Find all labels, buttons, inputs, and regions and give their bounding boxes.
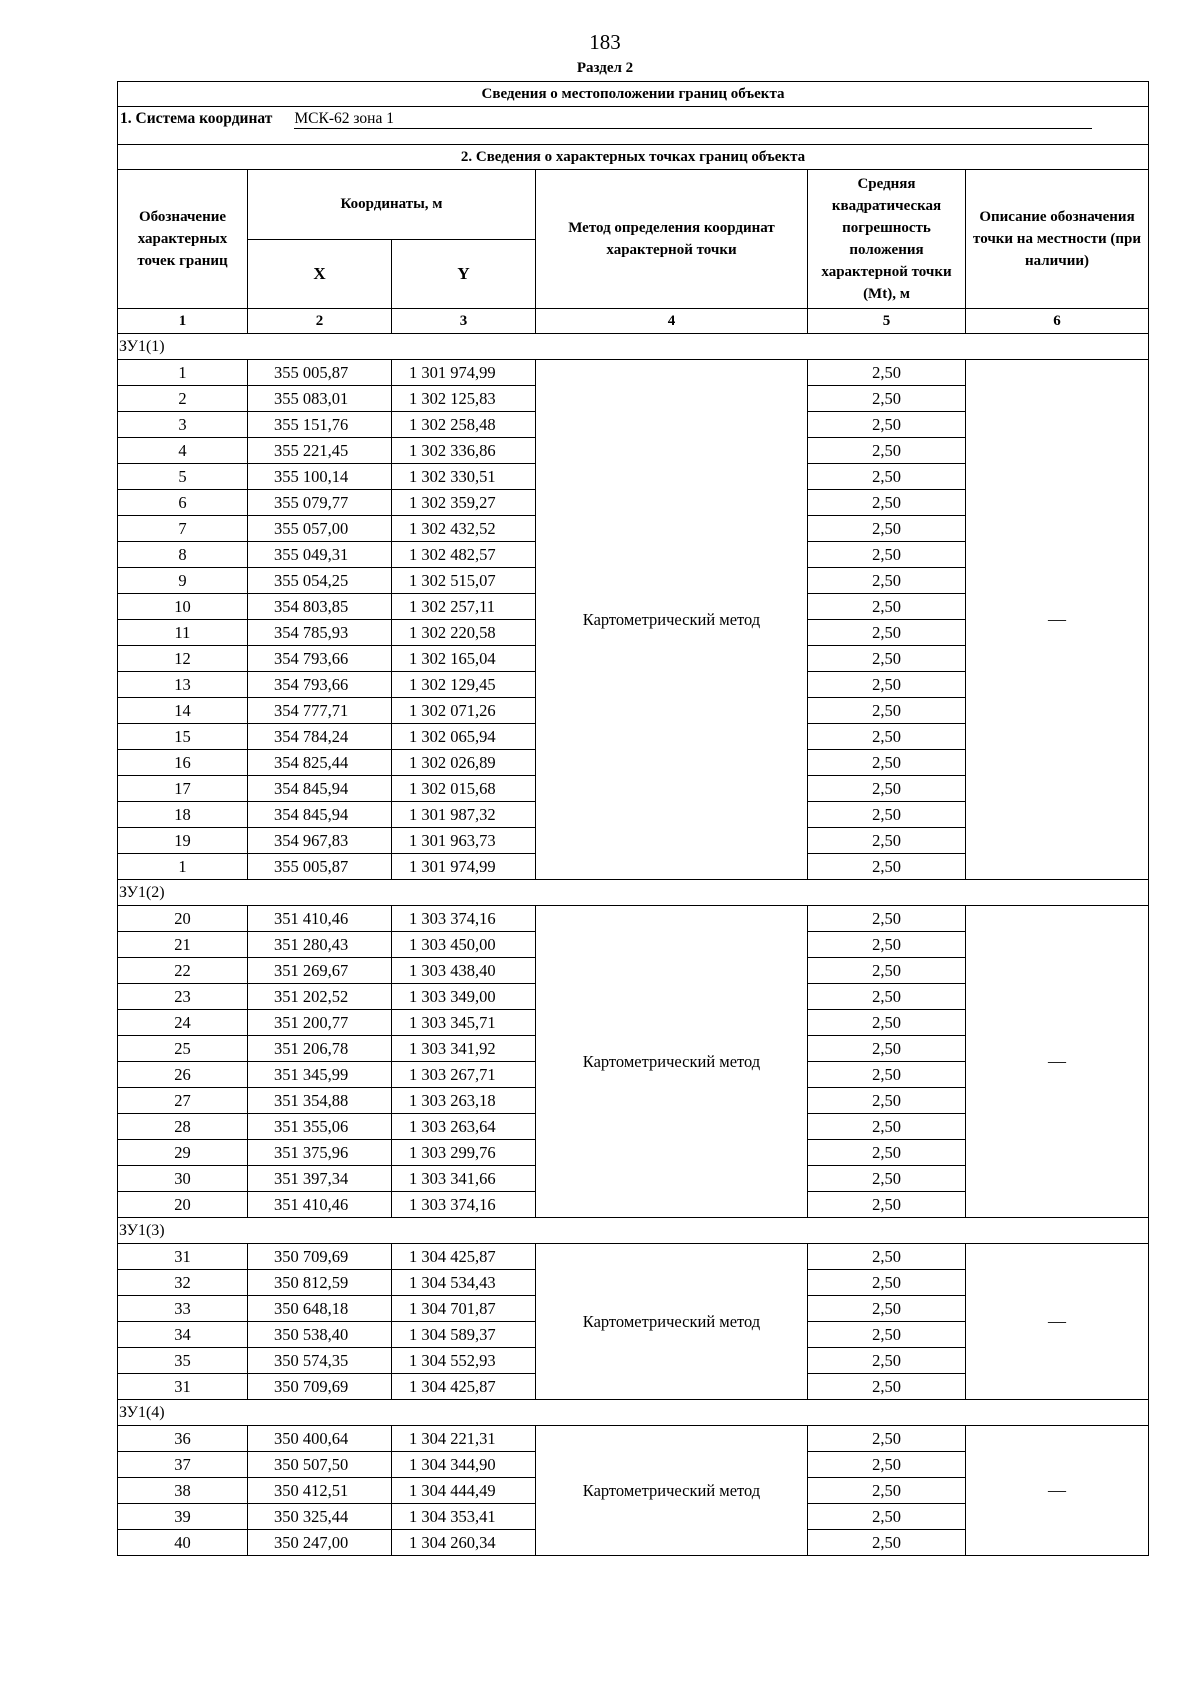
coordinate-x: 354 845,94 xyxy=(248,776,392,802)
mean-error: 2,50 xyxy=(808,1062,966,1088)
point-id: 18 xyxy=(118,802,248,828)
coordinate-y: 1 303 341,92 xyxy=(392,1036,536,1062)
point-id: 29 xyxy=(118,1140,248,1166)
coordinate-y: 1 302 015,68 xyxy=(392,776,536,802)
mean-error: 2,50 xyxy=(808,1140,966,1166)
coordinate-y: 1 301 987,32 xyxy=(392,802,536,828)
header-method: Метод определения координат характерной точки xyxy=(536,170,808,309)
group-name: ЗУ1(3) xyxy=(118,1218,1149,1244)
header-description: Описание обозначения точки на местности (при наличии) xyxy=(966,170,1149,309)
coordinate-x: 351 354,88 xyxy=(248,1088,392,1114)
mean-error: 2,50 xyxy=(808,516,966,542)
coordinate-y: 1 303 374,16 xyxy=(392,1192,536,1218)
mean-error: 2,50 xyxy=(808,1348,966,1374)
coordinate-y: 1 303 450,00 xyxy=(392,932,536,958)
coordinate-x: 350 574,35 xyxy=(248,1348,392,1374)
point-id: 39 xyxy=(118,1504,248,1530)
mean-error: 2,50 xyxy=(808,1504,966,1530)
point-id: 30 xyxy=(118,1166,248,1192)
description-cell: — xyxy=(966,360,1149,880)
coordinate-x: 354 784,24 xyxy=(248,724,392,750)
mean-error: 2,50 xyxy=(808,698,966,724)
point-id: 9 xyxy=(118,568,248,594)
coordinate-x: 350 709,69 xyxy=(248,1244,392,1270)
points-title-row xyxy=(118,145,1149,170)
coordinate-y: 1 303 374,16 xyxy=(392,906,536,932)
mean-error: 2,50 xyxy=(808,568,966,594)
point-id: 40 xyxy=(118,1530,248,1556)
coordinate-y: 1 302 258,48 xyxy=(392,412,536,438)
coordinate-y: 1 304 221,31 xyxy=(392,1426,536,1452)
table-row xyxy=(118,1244,1149,1270)
mean-error: 2,50 xyxy=(808,672,966,698)
mean-error: 2,50 xyxy=(808,750,966,776)
point-id: 19 xyxy=(118,828,248,854)
coordinate-x: 351 200,77 xyxy=(248,1010,392,1036)
coordinate-y: 1 304 353,41 xyxy=(392,1504,536,1530)
coordinate-y: 1 304 701,87 xyxy=(392,1296,536,1322)
table-row xyxy=(118,906,1149,932)
mean-error: 2,50 xyxy=(808,776,966,802)
method-cell: Картометрический метод xyxy=(536,360,808,880)
coordinate-x: 350 648,18 xyxy=(248,1296,392,1322)
group-row xyxy=(118,1400,1149,1426)
coordinate-x: 350 507,50 xyxy=(248,1452,392,1478)
mean-error: 2,50 xyxy=(808,1322,966,1348)
mean-error: 2,50 xyxy=(808,802,966,828)
mean-error: 2,50 xyxy=(808,360,966,386)
coordinate-x: 351 355,06 xyxy=(248,1114,392,1140)
group-name: ЗУ1(4) xyxy=(118,1400,1149,1426)
coordinate-x: 355 083,01 xyxy=(248,386,392,412)
group-name: ЗУ1(2) xyxy=(118,880,1149,906)
coordinate-y: 1 301 974,99 xyxy=(392,360,536,386)
coordinate-system-row xyxy=(118,107,1149,145)
header-error: Средняя квадратическая погрешность положения характерной точки (Mt), м xyxy=(808,170,966,309)
point-id: 25 xyxy=(118,1036,248,1062)
mean-error: 2,50 xyxy=(808,932,966,958)
column-number: 6 xyxy=(966,309,1149,334)
point-id: 12 xyxy=(118,646,248,672)
coordinate-y: 1 303 299,76 xyxy=(392,1140,536,1166)
coordinate-system-label: 1. Система координат xyxy=(120,110,273,127)
coordinate-y: 1 304 552,93 xyxy=(392,1348,536,1374)
point-id: 36 xyxy=(118,1426,248,1452)
point-id: 38 xyxy=(118,1478,248,1504)
point-id: 1 xyxy=(118,854,248,880)
point-id: 7 xyxy=(118,516,248,542)
coordinate-y: 1 303 438,40 xyxy=(392,958,536,984)
coordinate-x: 354 793,66 xyxy=(248,646,392,672)
coordinate-x: 350 538,40 xyxy=(248,1322,392,1348)
mean-error: 2,50 xyxy=(808,464,966,490)
coordinate-x: 355 079,77 xyxy=(248,490,392,516)
coordinate-x: 351 397,34 xyxy=(248,1166,392,1192)
mean-error: 2,50 xyxy=(808,1426,966,1452)
points-title: 2. Сведения о характерных точках границ объекта xyxy=(118,145,1149,170)
page-number: 183 xyxy=(589,30,621,54)
mean-error: 2,50 xyxy=(808,906,966,932)
coordinate-y: 1 303 267,71 xyxy=(392,1062,536,1088)
section-title: Раздел 2 xyxy=(576,60,634,76)
boundary-points-table xyxy=(117,81,1149,1556)
point-id: 5 xyxy=(118,464,248,490)
point-id: 10 xyxy=(118,594,248,620)
point-id: 20 xyxy=(118,1192,248,1218)
coordinate-y: 1 302 026,89 xyxy=(392,750,536,776)
group-name: ЗУ1(1) xyxy=(118,334,1149,360)
mean-error: 2,50 xyxy=(808,1244,966,1270)
coordinate-x: 350 709,69 xyxy=(248,1374,392,1400)
coordinate-y: 1 303 349,00 xyxy=(392,984,536,1010)
method-cell: Картометрический метод xyxy=(536,1244,808,1400)
coordinate-y: 1 301 963,73 xyxy=(392,828,536,854)
column-numbers-row xyxy=(118,309,1149,334)
coordinate-x: 355 049,31 xyxy=(248,542,392,568)
header-x: X xyxy=(248,239,392,309)
column-number: 4 xyxy=(536,309,808,334)
point-id: 3 xyxy=(118,412,248,438)
point-id: 8 xyxy=(118,542,248,568)
coordinate-x: 351 202,52 xyxy=(248,984,392,1010)
mean-error: 2,50 xyxy=(808,646,966,672)
point-id: 13 xyxy=(118,672,248,698)
mean-error: 2,50 xyxy=(808,828,966,854)
coordinate-x: 351 206,78 xyxy=(248,1036,392,1062)
coordinate-y: 1 302 125,83 xyxy=(392,386,536,412)
mean-error: 2,50 xyxy=(808,594,966,620)
coordinate-y: 1 302 359,27 xyxy=(392,490,536,516)
coordinate-y: 1 302 482,57 xyxy=(392,542,536,568)
mean-error: 2,50 xyxy=(808,1452,966,1478)
coordinate-y: 1 304 444,49 xyxy=(392,1478,536,1504)
coordinate-x: 354 785,93 xyxy=(248,620,392,646)
coordinate-x: 351 345,99 xyxy=(248,1062,392,1088)
coordinate-x: 354 845,94 xyxy=(248,802,392,828)
mean-error: 2,50 xyxy=(808,386,966,412)
coordinate-x: 354 825,44 xyxy=(248,750,392,776)
column-number: 5 xyxy=(808,309,966,334)
mean-error: 2,50 xyxy=(808,620,966,646)
coordinate-y: 1 303 345,71 xyxy=(392,1010,536,1036)
coordinate-y: 1 302 257,11 xyxy=(392,594,536,620)
mean-error: 2,50 xyxy=(808,1478,966,1504)
point-id: 16 xyxy=(118,750,248,776)
coordinate-x: 351 375,96 xyxy=(248,1140,392,1166)
coordinate-y: 1 302 220,58 xyxy=(392,620,536,646)
coordinate-x: 355 005,87 xyxy=(248,854,392,880)
mean-error: 2,50 xyxy=(808,542,966,568)
mean-error: 2,50 xyxy=(808,1036,966,1062)
point-id: 35 xyxy=(118,1348,248,1374)
point-id: 22 xyxy=(118,958,248,984)
coordinate-x: 355 005,87 xyxy=(248,360,392,386)
table-row xyxy=(118,360,1149,386)
coordinate-x: 354 803,85 xyxy=(248,594,392,620)
coordinate-y: 1 302 071,26 xyxy=(392,698,536,724)
point-id: 28 xyxy=(118,1114,248,1140)
point-id: 37 xyxy=(118,1452,248,1478)
coordinate-x: 350 400,64 xyxy=(248,1426,392,1452)
group-row xyxy=(118,880,1149,906)
mean-error: 2,50 xyxy=(808,958,966,984)
method-cell: Картометрический метод xyxy=(536,906,808,1218)
table-title: Сведения о местоположении границ объекта xyxy=(118,82,1149,107)
coordinate-y: 1 304 589,37 xyxy=(392,1322,536,1348)
coordinate-x: 355 151,76 xyxy=(248,412,392,438)
description-cell: — xyxy=(966,1244,1149,1400)
coordinate-y: 1 303 341,66 xyxy=(392,1166,536,1192)
point-id: 15 xyxy=(118,724,248,750)
coordinate-y: 1 302 432,52 xyxy=(392,516,536,542)
coordinate-x: 355 054,25 xyxy=(248,568,392,594)
coordinate-x: 350 412,51 xyxy=(248,1478,392,1504)
point-id: 27 xyxy=(118,1088,248,1114)
mean-error: 2,50 xyxy=(808,1192,966,1218)
point-id: 2 xyxy=(118,386,248,412)
header-row-1 xyxy=(118,170,1149,240)
column-number: 2 xyxy=(248,309,392,334)
coordinate-y: 1 302 065,94 xyxy=(392,724,536,750)
coordinate-y: 1 302 515,07 xyxy=(392,568,536,594)
point-id: 11 xyxy=(118,620,248,646)
header-point-designation: Обозначение характерных точек границ xyxy=(118,170,248,309)
point-id: 17 xyxy=(118,776,248,802)
coordinate-y: 1 304 344,90 xyxy=(392,1452,536,1478)
point-id: 14 xyxy=(118,698,248,724)
mean-error: 2,50 xyxy=(808,1114,966,1140)
point-id: 23 xyxy=(118,984,248,1010)
mean-error: 2,50 xyxy=(808,724,966,750)
mean-error: 2,50 xyxy=(808,1374,966,1400)
point-id: 31 xyxy=(118,1244,248,1270)
coordinate-x: 351 280,43 xyxy=(248,932,392,958)
mean-error: 2,50 xyxy=(808,1530,966,1556)
coordinate-system-value: МСК-62 зона 1 xyxy=(294,110,1092,129)
group-row xyxy=(118,334,1149,360)
column-number: 1 xyxy=(118,309,248,334)
coordinate-x: 354 967,83 xyxy=(248,828,392,854)
point-id: 34 xyxy=(118,1322,248,1348)
mean-error: 2,50 xyxy=(808,1296,966,1322)
coordinate-y: 1 304 425,87 xyxy=(392,1374,536,1400)
coordinate-y: 1 302 129,45 xyxy=(392,672,536,698)
mean-error: 2,50 xyxy=(808,1010,966,1036)
point-id: 24 xyxy=(118,1010,248,1036)
table-row xyxy=(118,1426,1149,1452)
coordinate-y: 1 304 260,34 xyxy=(392,1530,536,1556)
point-id: 20 xyxy=(118,906,248,932)
point-id: 26 xyxy=(118,1062,248,1088)
mean-error: 2,50 xyxy=(808,412,966,438)
coordinate-y: 1 301 974,99 xyxy=(392,854,536,880)
coordinate-y: 1 304 425,87 xyxy=(392,1244,536,1270)
mean-error: 2,50 xyxy=(808,1088,966,1114)
point-id: 32 xyxy=(118,1270,248,1296)
mean-error: 2,50 xyxy=(808,984,966,1010)
description-cell: — xyxy=(966,1426,1149,1556)
header-coordinates: Координаты, м xyxy=(248,170,536,240)
coordinate-x: 351 410,46 xyxy=(248,1192,392,1218)
coordinate-x: 351 410,46 xyxy=(248,906,392,932)
coordinate-x: 350 812,59 xyxy=(248,1270,392,1296)
column-number: 3 xyxy=(392,309,536,334)
coordinate-x: 354 793,66 xyxy=(248,672,392,698)
mean-error: 2,50 xyxy=(808,854,966,880)
coordinate-x: 351 269,67 xyxy=(248,958,392,984)
coordinate-y: 1 303 263,18 xyxy=(392,1088,536,1114)
group-row xyxy=(118,1218,1149,1244)
point-id: 6 xyxy=(118,490,248,516)
mean-error: 2,50 xyxy=(808,490,966,516)
table-title-row xyxy=(118,82,1149,107)
coordinate-y: 1 302 330,51 xyxy=(392,464,536,490)
coordinate-y: 1 304 534,43 xyxy=(392,1270,536,1296)
coordinate-x: 350 325,44 xyxy=(248,1504,392,1530)
mean-error: 2,50 xyxy=(808,438,966,464)
coordinate-x: 354 777,71 xyxy=(248,698,392,724)
description-cell: — xyxy=(966,906,1149,1218)
mean-error: 2,50 xyxy=(808,1166,966,1192)
point-id: 21 xyxy=(118,932,248,958)
coordinate-x: 350 247,00 xyxy=(248,1530,392,1556)
coordinate-y: 1 302 165,04 xyxy=(392,646,536,672)
coordinate-x: 355 057,00 xyxy=(248,516,392,542)
coordinate-y: 1 302 336,86 xyxy=(392,438,536,464)
coordinate-x: 355 221,45 xyxy=(248,438,392,464)
mean-error: 2,50 xyxy=(808,1270,966,1296)
method-cell: Картометрический метод xyxy=(536,1426,808,1556)
coordinate-x: 355 100,14 xyxy=(248,464,392,490)
point-id: 31 xyxy=(118,1374,248,1400)
point-id: 1 xyxy=(118,360,248,386)
point-id: 33 xyxy=(118,1296,248,1322)
header-y: Y xyxy=(392,239,536,309)
coordinate-y: 1 303 263,64 xyxy=(392,1114,536,1140)
point-id: 4 xyxy=(118,438,248,464)
